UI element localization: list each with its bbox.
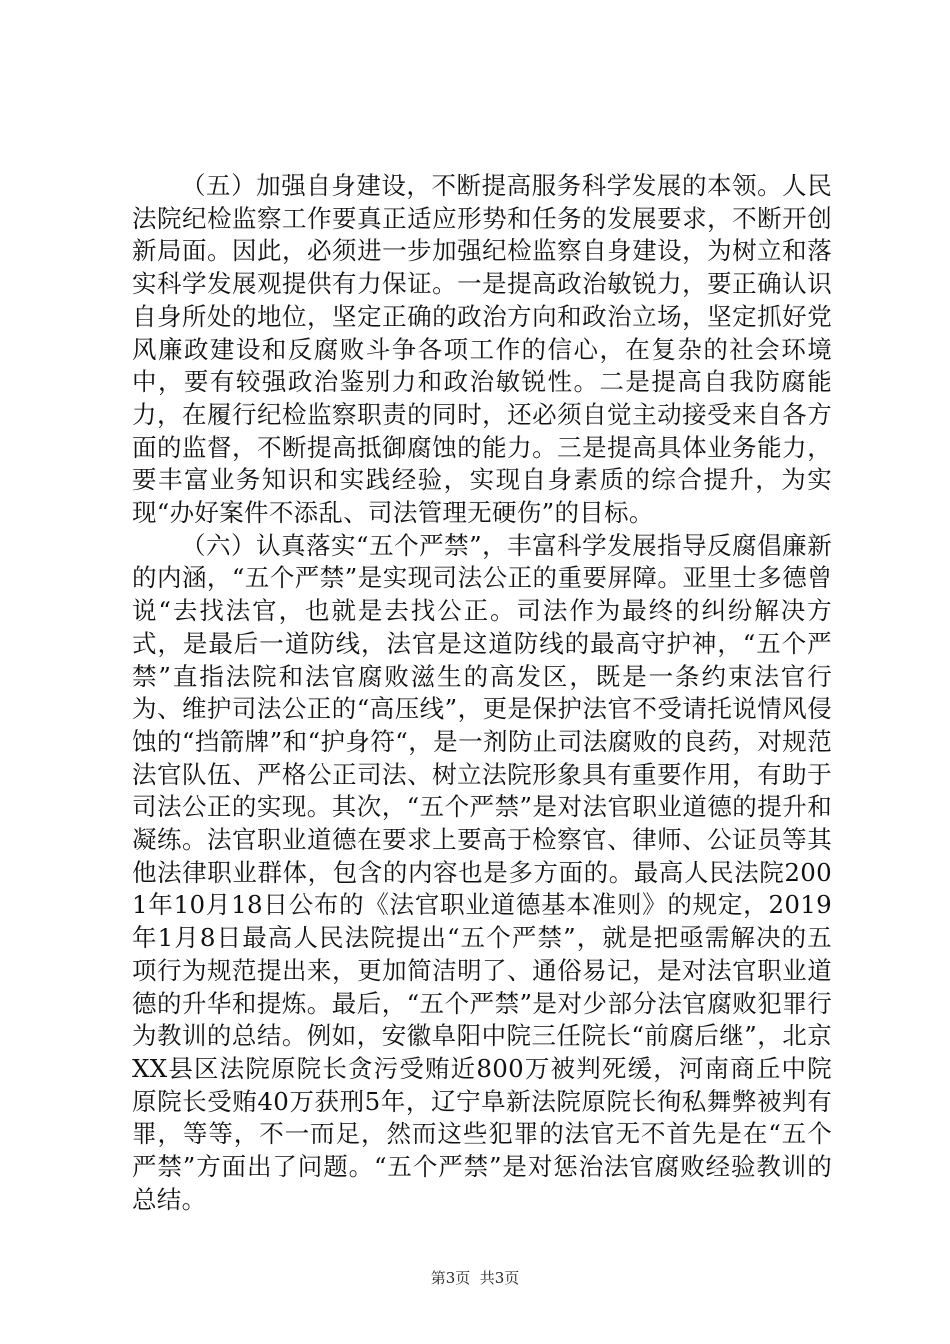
paragraph-5: （五）加强自身建设，不断提高服务科学发展的本领。人民法院纪检监察工作要真正适应形势和任务的发展要求，不断开创新局面。因此，必须进一步加强纪检监察自身建设，为树立和落实科学发展观提供有力保证。一是提高政治敏锐力，要正确认识自身所处的地位，坚定正确的政治方向和政治立场，坚定抓好党风廉政建设和反腐败斗争各项工作的信心，在复杂的社会环境中，要有较强政治鉴别力和政治敏锐性。二是提高自我防腐能力，在履行纪检监察职责的同时，还必须自觉主动接受来自各方面的监督，不断提高抵御腐蚀的能力。三是提高具体业务能力，要丰富业务知识和实践经验，实现自身素质的综合提升，为实现“办好案件不添乱、司法管理无硬伤”的目标。 [132,171,832,528]
paragraph-6: （六）认真落实“五个严禁”，丰富科学发展指导反腐倡廉新的内涵，“五个严禁”是实现司法公正的重要屏障。亚里士多德曾说“去找法官，也就是去找公正。司法作为最终的纠纷解决方式，是最后一道防线，法官是这道防线的最高守护神，“五个严禁”直指法院和法官腐败滋生的高发区，既是一条约束法官行为、维护司法公正的“高压线”，更是保护法官不受请托说情风侵蚀的“挡箭牌”和“护身符“，是一剂防止司法腐败的良药，对规范法官队伍、严格公正司法、树立法院形象具有重要作用，有助于司法公正的实现。其次，“五个严禁”是对法官职业道德的提升和凝练。法官职业道德在要求上要高于检察官、律师、公证员等其他法律职业群体，包含的内容也是多方面的。最高人民法院2001年10月18日公布的《法官职业道德基本准则》的规定，2019年1月8日最高人民法院提出“五个严禁”，就是把亟需解决的五项行为规范提出来，更加简洁明了、通俗易记，是对法官职业道德的升华和提炼。最后，“五个严禁”是对少部分法官腐败犯罪行为教训的总结。例如，安徽阜阳中院三任院长“前腐后继”，北京XX县区法院原院长贪污受贿近800万被判死缓，河南商丘中院原院长受贿40万获刑5年，辽宁阜新法院原院长徇私舞弊被判有罪，等等，不一而足，然而这些犯罪的法官无不首先是在“五个严禁”方面出了问题。“五个严禁”是对惩治法官腐败经验教训的总结。 [132,530,833,1214]
page-footer [0,1268,950,1288]
document-body [132,170,832,1217]
page-number-label: 第3页 共3页 [430,1269,520,1287]
